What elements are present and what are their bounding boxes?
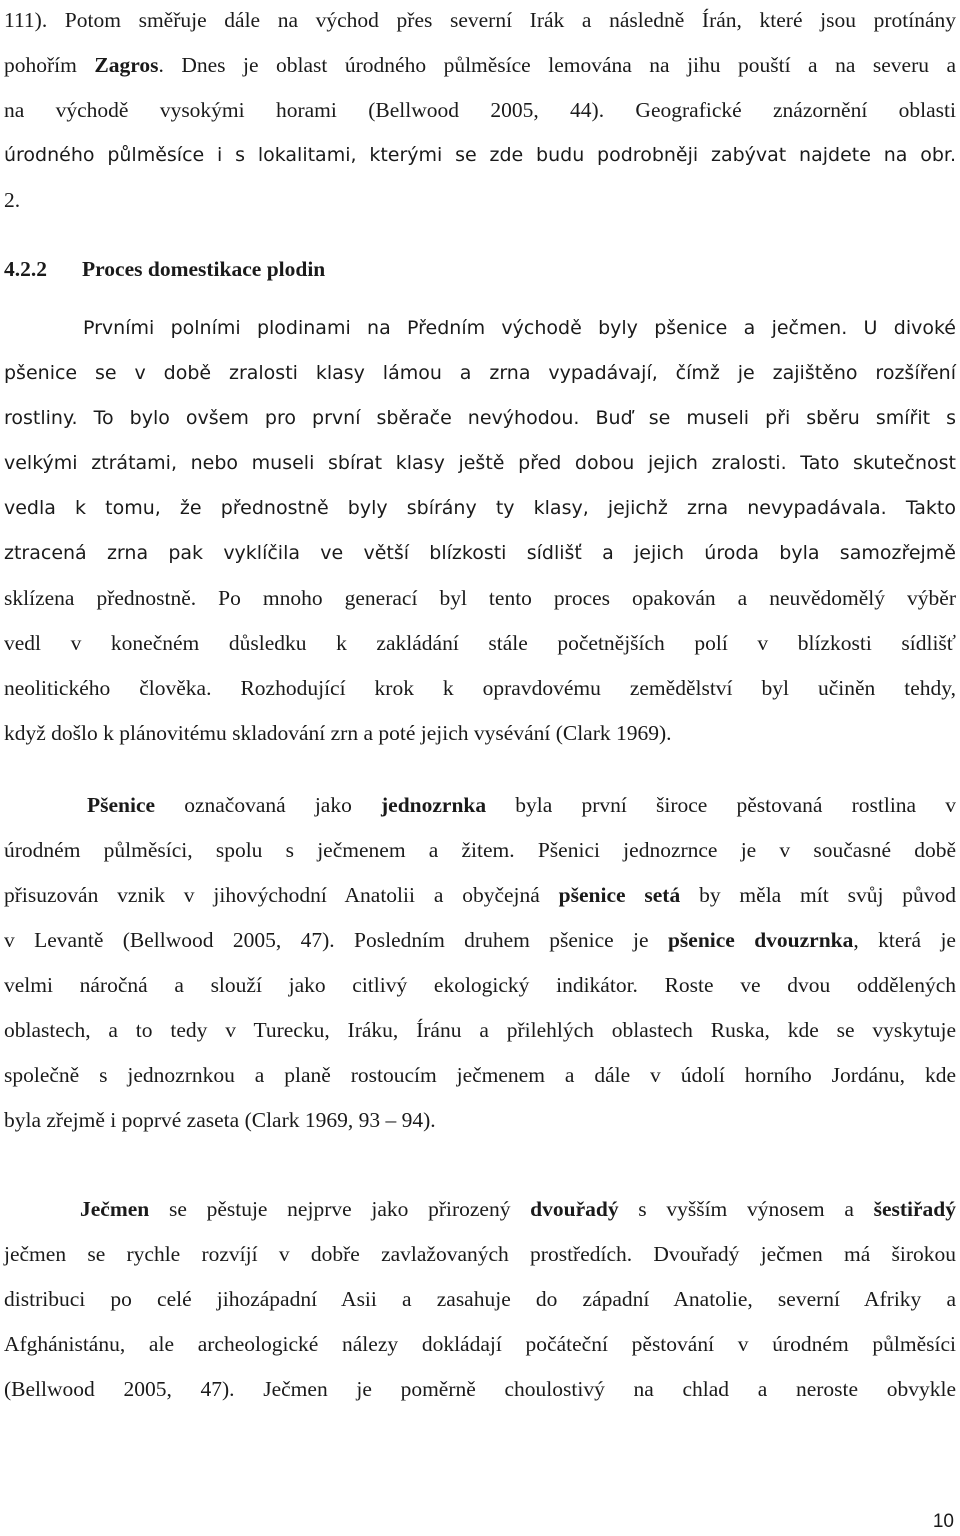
text-line: úrodném půlměsíci, spolu s ječmenem a žitem. Pšenici jednozrnce je v současné době — [4, 838, 956, 862]
text-run: přisuzován vznik v jihovýchodní Anatolii a obyčejná — [4, 883, 559, 907]
bold-term: šestiřadý — [873, 1197, 956, 1221]
text-run: v Levantě (Bellwood 2005, 47). Posledním druhem pšenice je — [4, 928, 668, 952]
text-line: na východě vysokými horami (Bellwood 2005, 44). Geografické znázornění oblasti — [4, 98, 956, 122]
text-line: neolitického člověka. Rozhodující krok k opravdovému zemědělství byl učiněn tehdy, — [4, 676, 956, 700]
text-line: společně s jednozrnkou a planě rostoucím ječmenem a dále v údolí horního Jordánu, kde — [4, 1063, 956, 1087]
text-line: distribuci po celé jihozápadní Asii a zasahuje do západní Anatolie, severní Afriky a — [4, 1287, 956, 1311]
text-line: rostliny. To bylo ovšem pro první sběrače nevýhodou. Buď se museli při sběru smířit s — [4, 407, 956, 429]
text-run: by měla mít svůj původ — [680, 883, 957, 907]
bold-term: dvouřadý — [530, 1197, 619, 1221]
section-number: 4.2.2 — [4, 257, 47, 281]
text-line: vedla k tomu, že přednostně byly sbírány ty klasy, jejichž zrna nevypadávala. Takto — [4, 497, 956, 519]
text-line: úrodného půlměsíce i s lokalitami, kterými se zde budu podrobněji zabývat najdete na obr. — [4, 144, 956, 166]
text-line: když došlo k plánovitému skladování zrn a poté jejich vysévání (Clark 1969). — [4, 721, 672, 745]
section-title: Proces domestikace plodin — [82, 257, 326, 281]
text-line — [4, 926, 956, 954]
text-line: pšenice se v době zralosti klasy lámou a zrna vypadávají, čímž je zajištěno rozšíření — [4, 362, 956, 384]
text-run: označovaná jako — [155, 793, 382, 817]
page-number: 10 — [932, 1511, 954, 1532]
text-line — [87, 791, 956, 819]
text-line: vedl v konečném důsledku k zakládání stále početnějších polí v blízkosti sídlišť — [4, 631, 956, 655]
text-line: Afghánistánu, ale archeologické nálezy dokládají počáteční pěstování v úrodném půlměsíci — [4, 1332, 956, 1356]
text-line: (Bellwood 2005, 47). Ječmen je poměrně choulostivý na chlad a neroste obvykle — [4, 1377, 956, 1401]
text-run: , která je — [853, 928, 956, 952]
text-line — [4, 51, 956, 79]
bold-term: Ječmen — [80, 1197, 150, 1221]
text-run: byla první široce pěstovaná rostlina v — [486, 793, 956, 817]
text-line: sklízena přednostně. Po mnoho generací byl tento proces opakován a neuvědomělý výběr — [4, 586, 956, 610]
text-line: Prvními polními plodinami na Předním východě byly pšenice a ječmen. U divoké — [83, 317, 956, 339]
text-line — [4, 881, 956, 909]
text-line: oblastech, a to tedy v Turecku, Iráku, Íránu a přilehlých oblastech Ruska, kde se vyskytuje — [4, 1018, 956, 1042]
bold-term: Zagros — [94, 53, 159, 77]
text-line: ječmen se rychle rozvíjí v dobře zavlažovaných prostředích. Dvouřadý ječmen má širokou — [4, 1242, 956, 1266]
text-line — [80, 1195, 956, 1223]
text-line: velmi náročná a slouží jako citlivý ekologický indikátor. Roste ve dvou oddělených — [4, 973, 956, 997]
bold-term: Pšenice — [87, 793, 156, 817]
text-line: 111). Potom směřuje dále na východ přes severní Irák a následně Írán, které jsou protínány — [4, 8, 956, 32]
text-line: 2. — [4, 188, 21, 212]
text-run: se pěstuje nejprve jako přirozený — [149, 1197, 531, 1221]
section-heading — [4, 255, 956, 283]
text-run: pohořím — [4, 53, 95, 77]
bold-term: jednozrnka — [381, 793, 487, 817]
bold-term: pšenice setá — [558, 883, 681, 907]
text-line: velkými ztrátami, nebo museli sbírat klasy ještě před dobou jejich zralosti. Tato skutečnost — [4, 452, 956, 474]
text-run: . Dnes je oblast úrodného půlměsíce lemována na jihu pouští a na severu a — [158, 53, 957, 77]
text-line: byla zřejmě i poprvé zaseta (Clark 1969, 93 – 94). — [4, 1108, 436, 1132]
text-line: ztracená zrna pak vyklíčila ve větší blízkosti sídlišť a jejich úroda byla samozřejmě — [4, 542, 956, 564]
text-run: s vyšším výnosem a — [618, 1197, 874, 1221]
bold-term: pšenice dvouzrnka — [667, 928, 854, 952]
